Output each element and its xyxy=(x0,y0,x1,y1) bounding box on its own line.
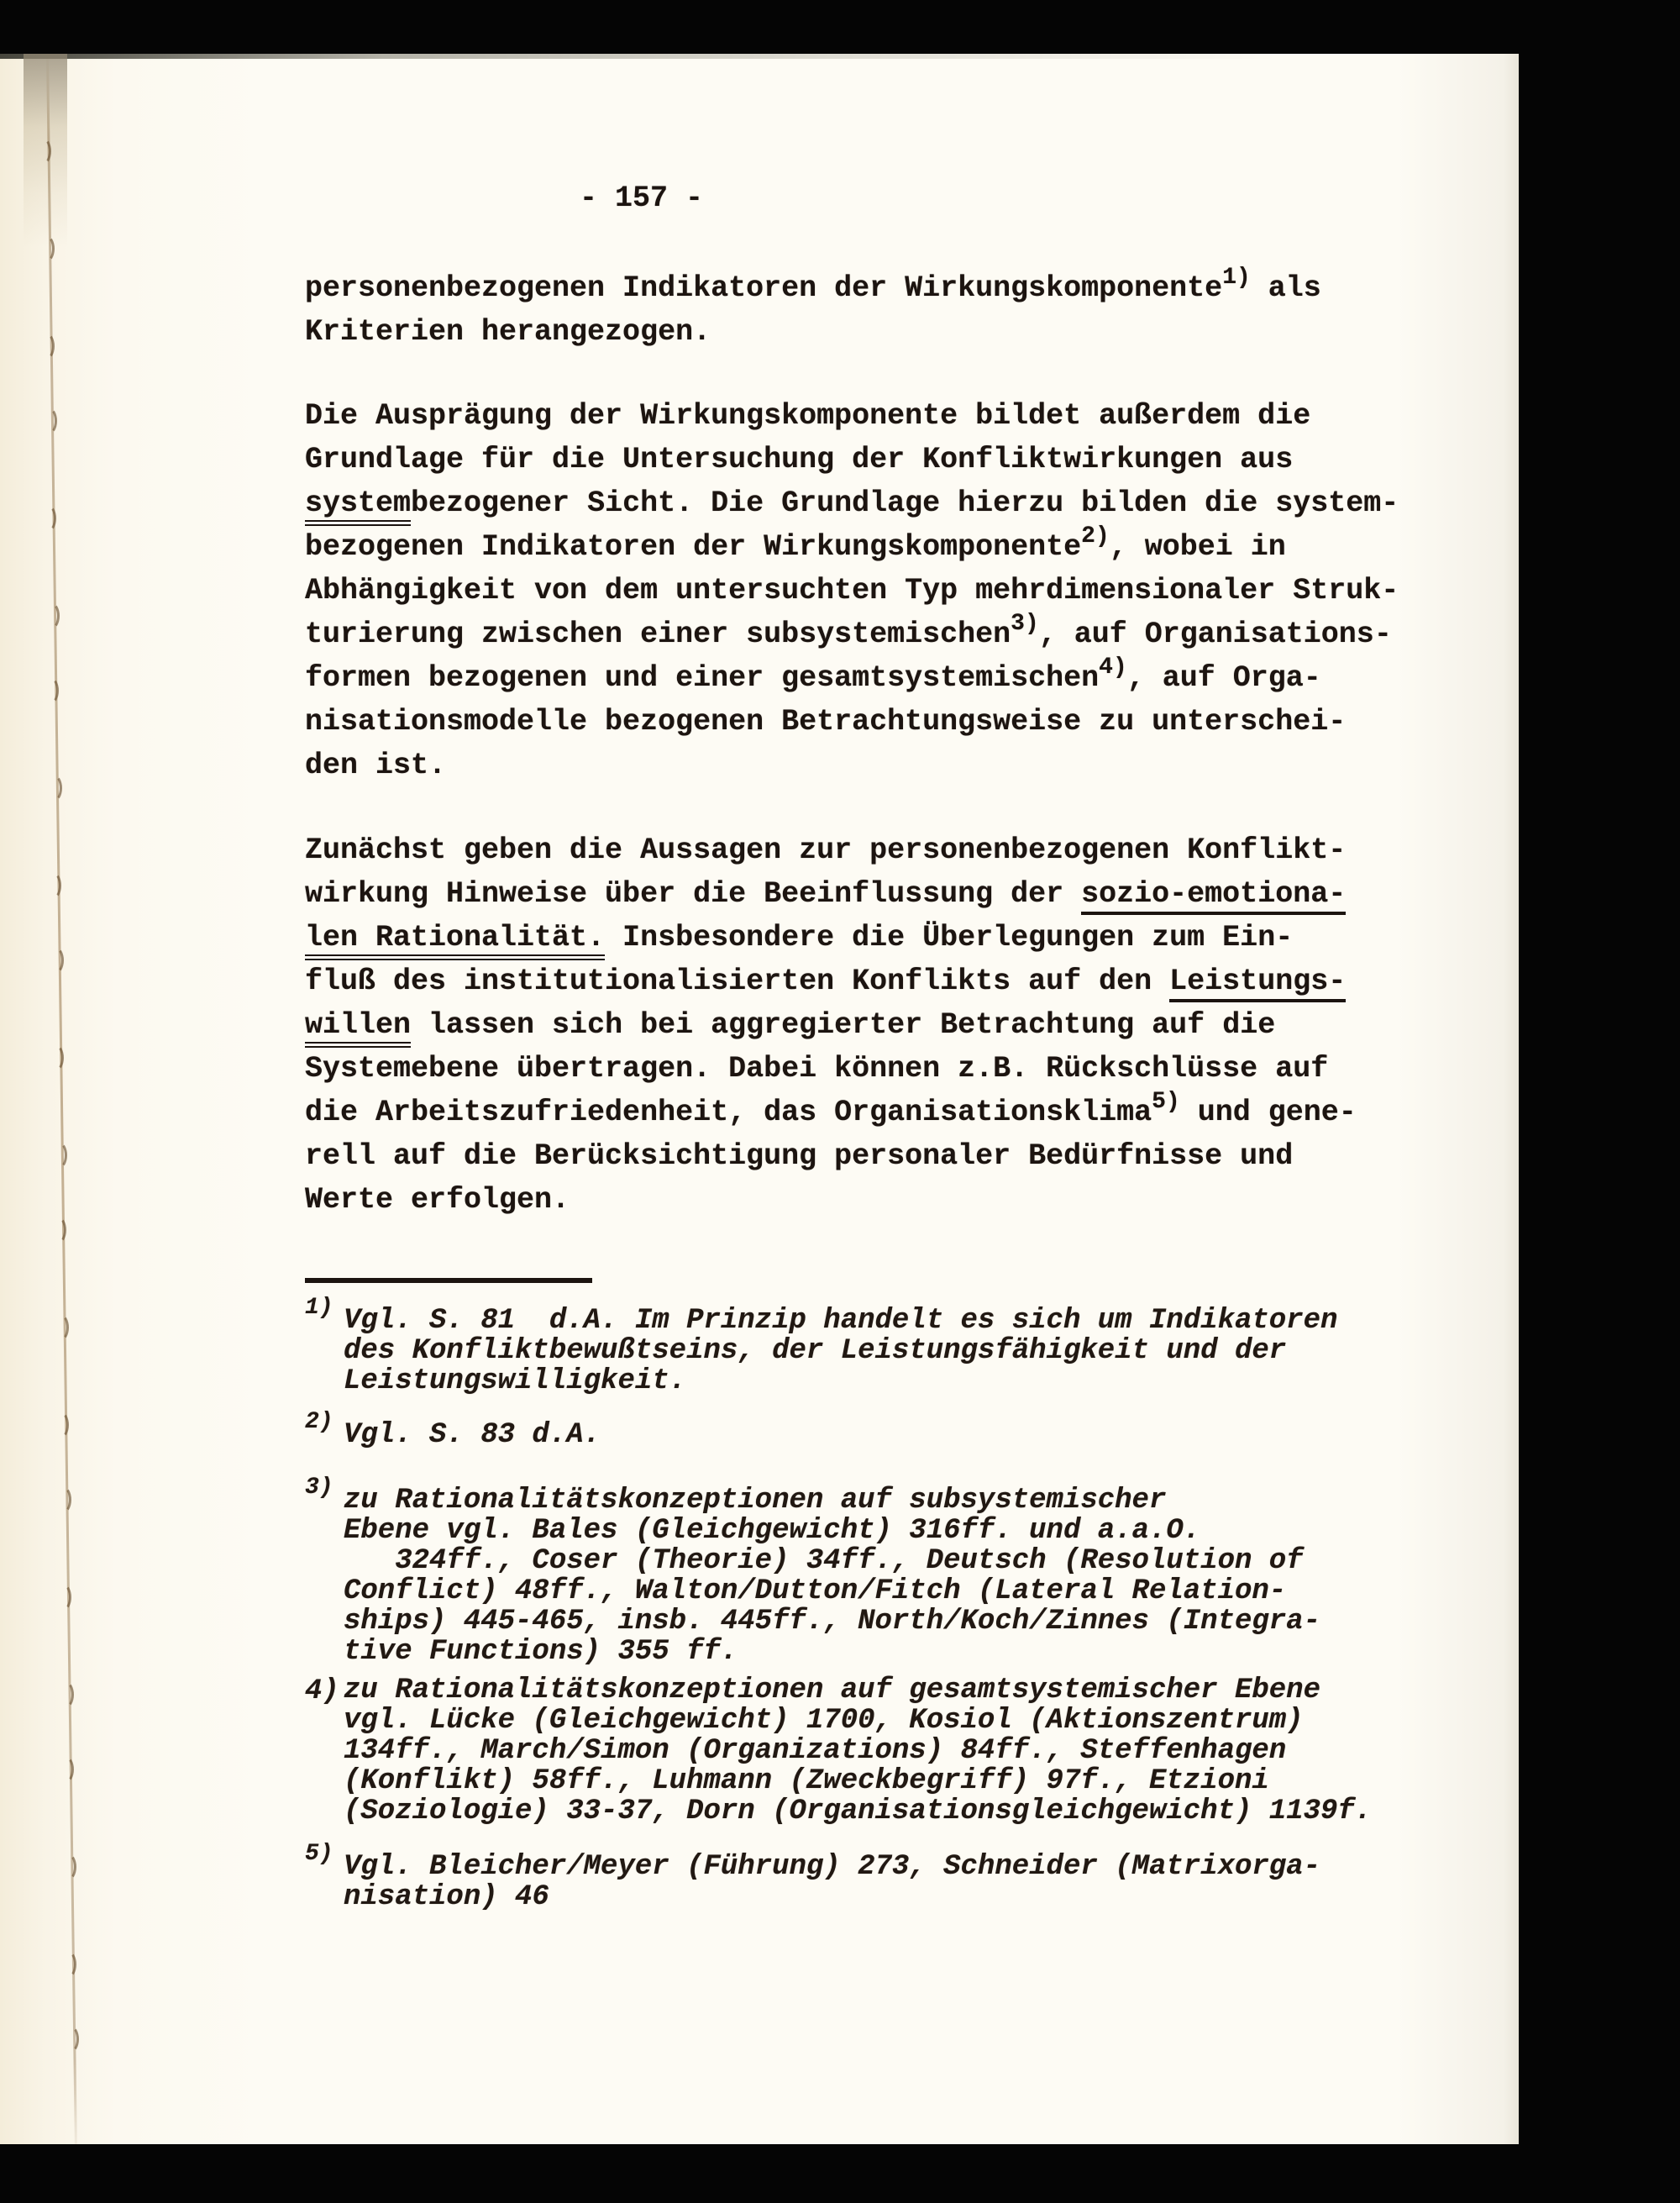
text-segment: Insbesondere die Überlegungen zum Ein- xyxy=(605,921,1294,954)
footnote-4 xyxy=(305,1675,1372,1827)
text-line xyxy=(305,438,1399,481)
footnote-marker: 5) xyxy=(305,1841,333,1867)
text-line xyxy=(305,481,1399,525)
text-segment: und gene- xyxy=(1179,1096,1357,1129)
body-paragraph-3 xyxy=(305,828,1357,1222)
footnote-line: Ebene vgl. Bales (Gleichgewicht) 316ff. und a.a.O. xyxy=(344,1515,1201,1547)
footnote-marker: 2) xyxy=(305,1409,333,1435)
footnote-marker: 4) xyxy=(305,1675,339,1707)
underlined-text: Leistungs- xyxy=(1169,965,1346,1002)
text-line xyxy=(305,266,1321,310)
footnote-line: ships) 445-465, insb. 445ff., North/Koch/Zinnes (Integra- xyxy=(344,1606,1320,1638)
underlined-text: system xyxy=(305,486,411,526)
text-segment: turierung zwischen einer subsystemischen xyxy=(305,618,1011,651)
footnote-2 xyxy=(305,1409,601,1451)
text-line xyxy=(305,1003,1357,1047)
text-line xyxy=(305,916,1357,960)
text-segment: bezogener Sicht. Die Grundlage hierzu bilden die system- xyxy=(411,486,1399,520)
text-segment: Grundlage für die Untersuchung der Konfliktwirkungen aus xyxy=(305,443,1294,476)
text-line xyxy=(305,872,1357,916)
text-segment: fluß des institutionalisierten Konflikts auf den xyxy=(305,965,1170,998)
text-segment: lassen sich bei aggregierter Betrachtung auf die xyxy=(411,1008,1276,1042)
page-top-edge-shadow xyxy=(0,54,1277,59)
binding-hook-mark xyxy=(63,2026,79,2053)
footnote-1 xyxy=(305,1295,1338,1397)
footnote-ref: 4) xyxy=(1099,655,1127,681)
binding-crease xyxy=(46,54,77,2144)
footnote-line: zu Rationalitätskonzeptionen auf gesamtsystemischer Ebene xyxy=(344,1675,1320,1706)
footnote-line: Vgl. S. 81 d.A. Im Prinzip handelt es sich um Indikatoren xyxy=(344,1305,1338,1337)
footnote-ref: 3) xyxy=(1011,611,1039,637)
text-line xyxy=(305,310,1321,354)
binding-hook-mark xyxy=(43,677,59,704)
text-line xyxy=(305,1134,1357,1178)
binding-hook-mark xyxy=(39,333,55,360)
footnote-ref: 5) xyxy=(1152,1089,1180,1115)
binding-hook-mark xyxy=(50,1217,66,1243)
text-segment: den ist. xyxy=(305,749,447,782)
binding-hook-mark xyxy=(58,1681,74,1708)
text-segment: die Arbeitszufriedenheit, das Organisationsklima xyxy=(305,1096,1152,1129)
binding-hook-mark xyxy=(46,775,62,802)
text-segment: Kriterien herangezogen. xyxy=(305,315,711,349)
text-segment: personenbezogenen Indikatoren der Wirkungskomponente xyxy=(305,271,1223,305)
text-line xyxy=(305,613,1399,656)
footnote-line: (Soziologie) 33-37, Dorn (Organisationsgleichgewicht) 1139f. xyxy=(344,1796,1373,1827)
binding-hook-mark xyxy=(55,1584,71,1611)
footnote-line: Conflict) 48ff., Walton/Dutton/Fitch (Lateral Relation- xyxy=(344,1575,1287,1607)
footnote-line: (Konflikt) 58ff., Luhmann (Zweckbegriff) 97f., Etzioni xyxy=(344,1765,1269,1797)
text-line xyxy=(305,1047,1357,1091)
footnote-marker: 3) xyxy=(305,1475,333,1501)
underlined-text: willen xyxy=(305,1008,411,1048)
text-line xyxy=(305,1091,1357,1134)
binding-hook-mark xyxy=(48,947,64,974)
footnote-line: Vgl. S. 83 d.A. xyxy=(344,1419,601,1451)
body-paragraph-1 xyxy=(305,266,1321,354)
binding-hook-mark xyxy=(39,235,55,262)
text-line xyxy=(305,744,1399,787)
text-line xyxy=(305,960,1357,1003)
footnote-text xyxy=(344,1485,1320,1667)
page-number: - 157 - xyxy=(580,181,704,215)
footnote-marker: 1) xyxy=(305,1295,333,1321)
text-segment: Die Ausprägung der Wirkungskomponente bildet außerdem die xyxy=(305,399,1311,433)
footnote-line: tive Functions) 355 ff. xyxy=(344,1636,738,1668)
text-line xyxy=(305,569,1399,613)
binding-hook-mark xyxy=(58,1756,74,1783)
text-segment: , auf Organisations- xyxy=(1038,618,1392,651)
scanned-page xyxy=(0,54,1519,2144)
text-line xyxy=(305,700,1399,744)
footnote-text xyxy=(344,1306,1337,1396)
text-segment: wirkung Hinweise über die Beeinflussung der xyxy=(305,877,1082,911)
text-segment: nisationsmodelle bezogenen Betrachtungsweise zu unterschei- xyxy=(305,705,1347,739)
binding-hook-mark xyxy=(55,1486,71,1513)
footnote-line: Leistungswilligkeit. xyxy=(344,1365,687,1397)
underlined-text: sozio-emotiona- xyxy=(1081,877,1346,915)
text-segment: formen bezogenen und einer gesamtsystemischen xyxy=(305,661,1100,695)
footnote-5 xyxy=(305,1841,1320,1913)
text-line xyxy=(305,525,1399,569)
footnote-line: Vgl. Bleicher/Meyer (Führung) 273, Schneider (Matrixorga- xyxy=(344,1851,1320,1883)
text-segment: , wobei in xyxy=(1109,530,1286,564)
footnote-ref: 2) xyxy=(1081,523,1110,549)
binding-hook-mark xyxy=(44,602,60,629)
footnote-3 xyxy=(305,1475,1320,1668)
binding-hook-mark xyxy=(41,407,57,434)
text-segment: Systemebene übertragen. Dabei können z.B. Rückschlüsse auf xyxy=(305,1052,1329,1086)
text-segment: rell auf die Berücksichtigung personaler Bedürfnisse und xyxy=(305,1139,1294,1173)
binding-hook-mark xyxy=(48,1044,64,1071)
footnote-line: 134ff., March/Simon (Organizations) 84ff., Steffenhagen xyxy=(344,1735,1287,1767)
underlined-text: len Rationalität. xyxy=(305,921,605,960)
text-segment: bezogenen Indikatoren der Wirkungskomponente xyxy=(305,530,1082,564)
binding-hook-mark xyxy=(60,1951,76,1978)
text-segment: Abhängigkeit von dem untersuchten Typ mehrdimensionaler Struk- xyxy=(305,574,1399,607)
footnote-line: vgl. Lücke (Gleichgewicht) 1700, Kosiol (Aktionszentrum) xyxy=(344,1705,1304,1737)
footnote-line: 324ff., Coser (Theorie) 34ff., Deutsch (Resolution of xyxy=(344,1545,1304,1577)
footnote-line: des Konfliktbewußtseins, der Leistungsfähigkeit und der xyxy=(344,1335,1287,1367)
footnote-text xyxy=(344,1420,601,1450)
binding-hook-mark xyxy=(53,1412,69,1438)
footnote-separator-rule xyxy=(305,1278,592,1283)
footnote-line: zu Rationalitätskonzeptionen auf subsystemischer xyxy=(344,1485,1167,1517)
body-paragraph-2 xyxy=(305,394,1399,787)
text-segment: Zunächst geben die Aussagen zur personenbezogenen Konflikt- xyxy=(305,833,1347,867)
footnote-line: nisation) 46 xyxy=(344,1881,549,1913)
binding-hook-mark xyxy=(60,1853,76,1880)
text-line xyxy=(305,394,1399,438)
text-segment: Werte erfolgen. xyxy=(305,1183,570,1217)
text-line xyxy=(305,1178,1357,1222)
binding-hook-mark xyxy=(51,1142,67,1169)
footnote-ref: 1) xyxy=(1222,265,1251,291)
text-segment: als xyxy=(1250,271,1321,305)
text-line xyxy=(305,656,1399,700)
text-segment: , auf Orga- xyxy=(1126,661,1321,695)
footnote-text xyxy=(344,1675,1372,1827)
binding-hook-mark xyxy=(53,1314,69,1341)
text-line xyxy=(305,828,1357,872)
footnote-text xyxy=(344,1852,1320,1912)
